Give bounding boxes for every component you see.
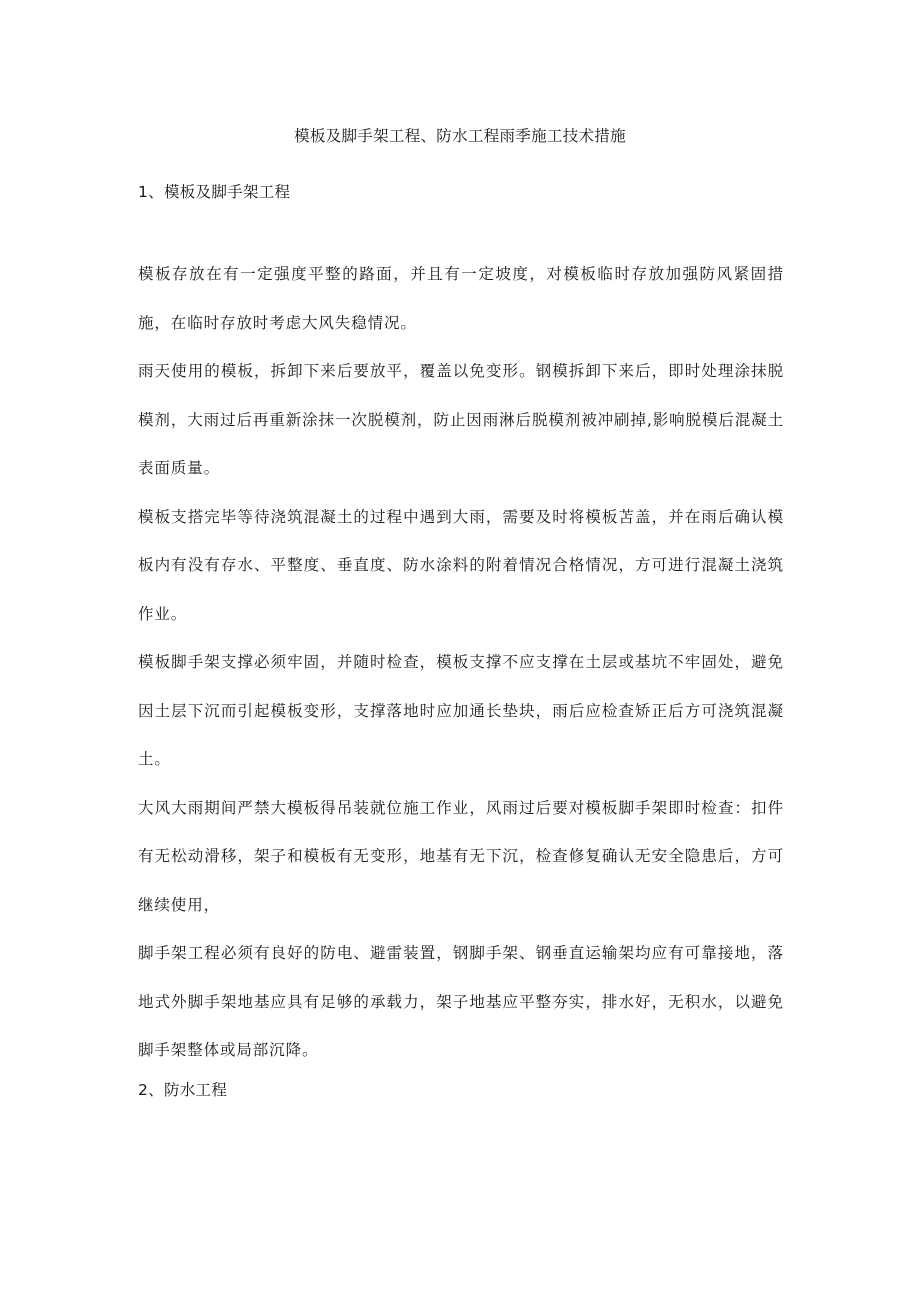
section-body-formwork-scaffolding [138, 250, 784, 1075]
document-title: 模板及脚手架工程、防水工程雨季施工技术措施 [294, 127, 626, 145]
paragraph-support-firmness: 模板脚手架支撑必须牢固，并随时检查，模板支撑不应支撑在土层或基坑不牢固处，避免因土层下沉而引起模板变形，支撑落地时应加通长垫块，雨后应检查矫正后方可浇筑混凝土。 [138, 653, 784, 768]
paragraph-wind-rain-inspection: 大风大雨期间严禁大模板得吊装就位施工作业，风雨过后要对模板脚手架即时检查：扣件有无松动滑移，架子和模板有无变形，地基有无下沉，检查修复确认无安全隐患后，方可继续使用， [138, 798, 784, 914]
paragraph-rainy-formwork: 雨天使用的模板，拆卸下来后要放平，覆盖以免变形。钢模拆卸下来后，即时处理涂抹脱模剂，大雨过后再重新涂抹一次脱模剂，防止因雨淋后脱模剂被冲刷掉,影响脱模后混凝土表面质量。 [138, 362, 784, 477]
section-heading-waterproofing: 2、防水工程 [138, 1081, 228, 1099]
paragraph-lightning-grounding: 脚手架工程必须有良好的防电、避雷装置，钢脚手架、钢垂直运输架均应有可靠接地，落地式外脚手架地基应具有足够的承载力，架子地基应平整夯实，排水好，无积水，以避免脚手架整体或局部沉降。 [138, 944, 784, 1059]
paragraph-formwork-storage: 模板存放在有一定强度平整的路面，并且有一定坡度，对模板临时存放加强防风紧固措施，在临时存放时考虑大风失稳情况。 [138, 265, 784, 332]
section-heading-formwork-scaffolding: 1、模板及脚手架工程 [138, 183, 291, 201]
paragraph-pouring-during-rain: 模板支搭完毕等待浇筑混凝土的过程中遇到大雨，需要及时将模板苫盖，并在雨后确认模板内有没有存水、平整度、垂直度、防水涂料的附着情况合格情况，方可进行混凝土浇筑作业。 [138, 507, 784, 623]
